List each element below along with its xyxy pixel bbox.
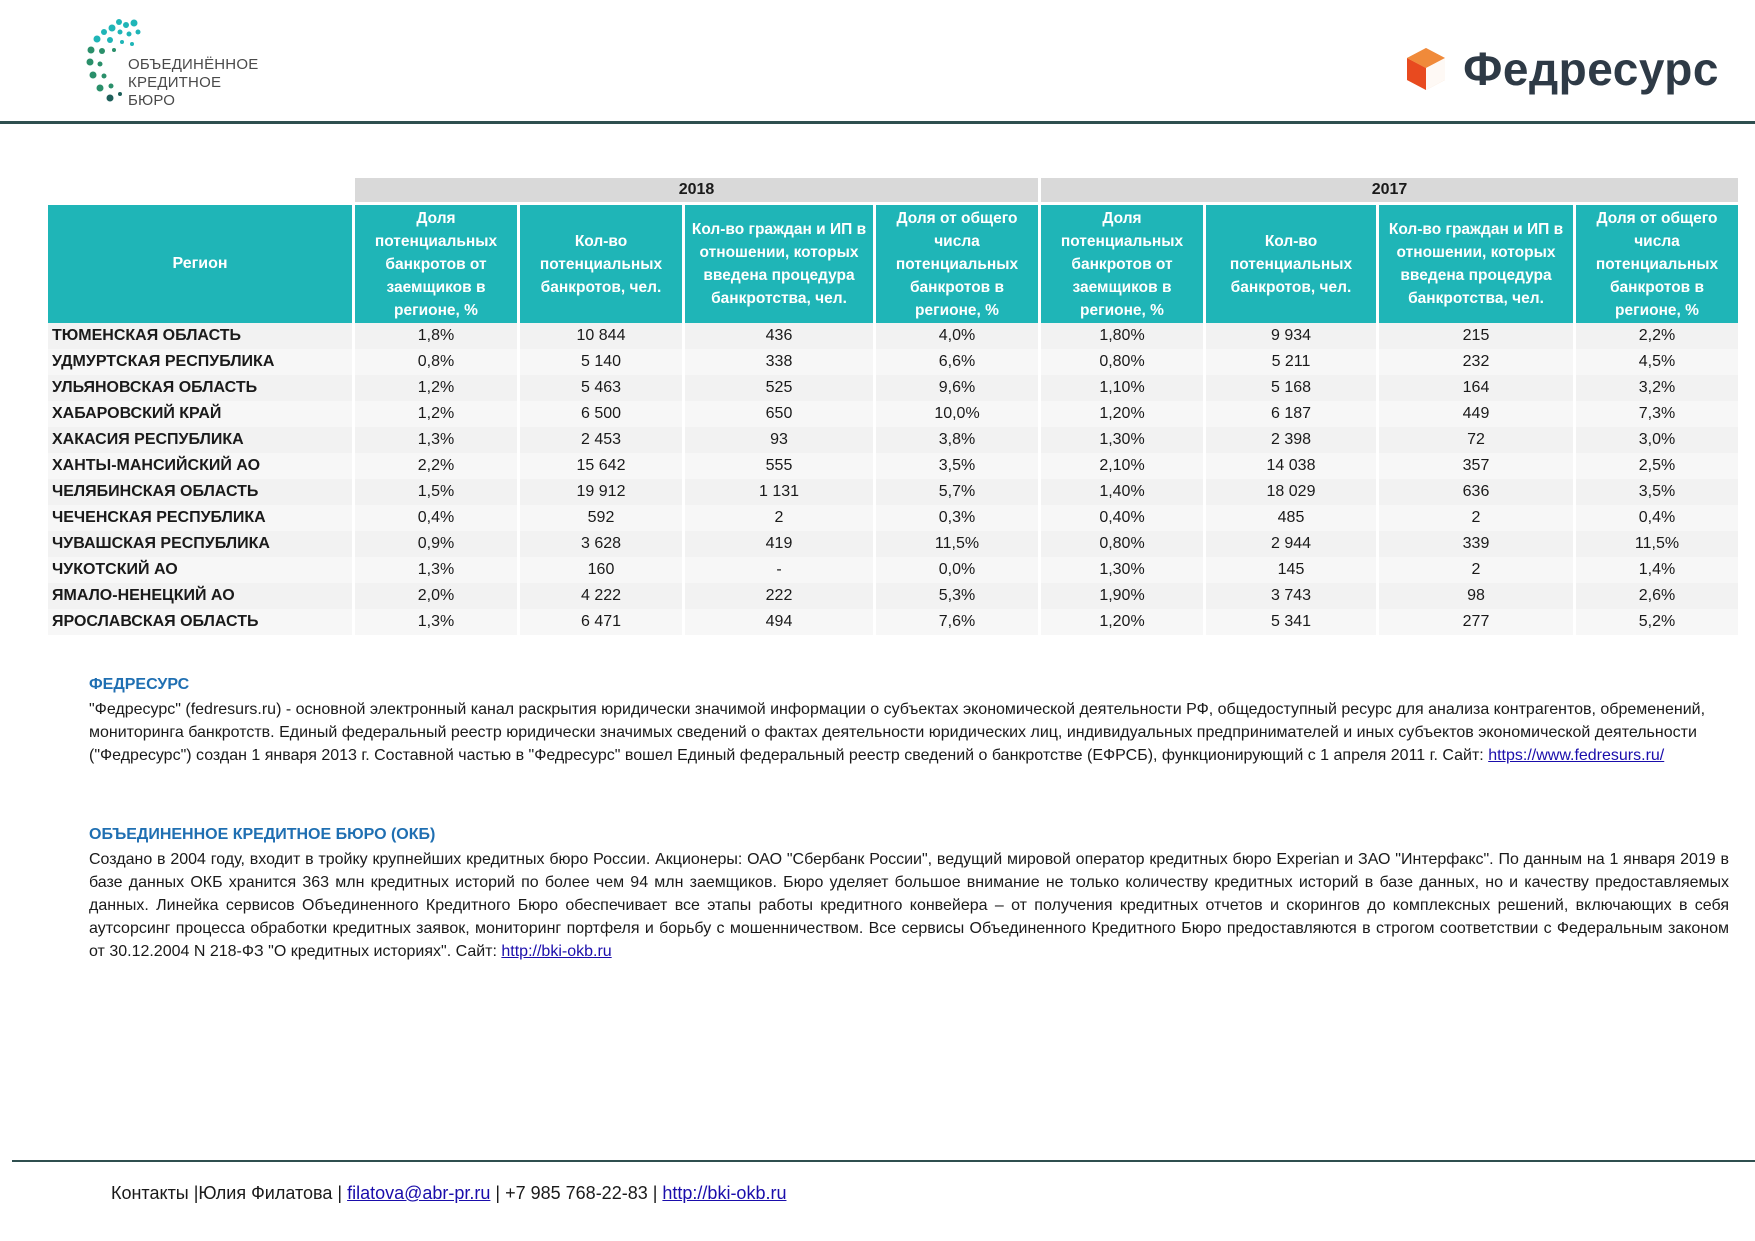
value-cell: 2,2% xyxy=(1576,323,1738,349)
column-header: Кол-во граждан и ИП в отношении, которых введена процедура банкротства, чел. xyxy=(685,202,873,323)
value-cell: 555 xyxy=(685,453,873,479)
region-column-header: Регион xyxy=(48,202,352,323)
value-cell: 232 xyxy=(1379,349,1573,375)
value-cell: 2,5% xyxy=(1576,453,1738,479)
table-row xyxy=(48,505,1738,531)
value-cell: 11,5% xyxy=(1576,531,1738,557)
value-cell: 525 xyxy=(685,375,873,401)
table-body xyxy=(48,323,1738,635)
value-cell: 3,2% xyxy=(1576,375,1738,401)
table-row xyxy=(48,349,1738,375)
value-cell: 339 xyxy=(1379,531,1573,557)
value-cell: 9 934 xyxy=(1206,323,1376,349)
column-header: Доля от общего числа потенциальных банкротов в регионе, % xyxy=(1576,202,1738,323)
value-cell: 98 xyxy=(1379,583,1573,609)
column-header: Кол-во граждан и ИП в отношении, которых введена процедура банкротства, чел. xyxy=(1379,202,1573,323)
value-cell: 1,2% xyxy=(355,401,517,427)
table-row xyxy=(48,557,1738,583)
value-cell: 1,80% xyxy=(1041,323,1203,349)
value-cell: 4 222 xyxy=(520,583,682,609)
value-cell: 2,10% xyxy=(1041,453,1203,479)
value-cell: 1,3% xyxy=(355,557,517,583)
value-cell: 0,80% xyxy=(1041,349,1203,375)
value-cell: 357 xyxy=(1379,453,1573,479)
value-cell: 19 912 xyxy=(520,479,682,505)
value-cell: 3,5% xyxy=(876,453,1038,479)
value-cell: 10,0% xyxy=(876,401,1038,427)
footer-site-link[interactable]: http://bki-okb.ru xyxy=(662,1183,787,1203)
region-cell: УЛЬЯНОВСКАЯ ОБЛАСТЬ xyxy=(48,375,352,401)
table-row xyxy=(48,531,1738,557)
value-cell: 2 398 xyxy=(1206,427,1376,453)
value-cell: 485 xyxy=(1206,505,1376,531)
value-cell: 2 xyxy=(1379,557,1573,583)
value-cell: 5 140 xyxy=(520,349,682,375)
value-cell: 1,3% xyxy=(355,427,517,453)
column-header: Кол-во потенциальных банкротов, чел. xyxy=(1206,202,1376,323)
value-cell: 6 187 xyxy=(1206,401,1376,427)
okb-logo-line: КРЕДИТНОЕ xyxy=(128,74,222,91)
value-cell: 7,3% xyxy=(1576,401,1738,427)
okb-description: Создано в 2004 году, входит в тройку крупнейших кредитных бюро России. Акционеры: ОАО "Сбербанк России", ведущий мировой оператор кредитных бюро Experian и ЗАО "Интерфакс". По данным на 1 января 2019 в базе данных ОКБ хранится 363 млн кредитных историй по более чем 94 млн заемщиков. Бюро уделяет большое внимание не только количеству кредитных историй в базе данных, но и качеству предоставляемых данных. Линейка сервисов Объединенного Кредитного Бюро обеспечивает все этапы работы кредитного конвейера – от получения кредитных отчетов и скорингов до комплексных решений, включающих в себя аутсорсинг процесса обработки кредитных заявок, мониторинг портфеля и борьбу с мошенничеством. Все сервисы Объединенного Кредитного Бюро предоставляются в строгом соответствии с Федеральным законом от 30.12.2004 N 218-ФЗ "О кредитных историях". Сайт: xyxy=(89,851,1729,960)
value-cell: 4,0% xyxy=(876,323,1038,349)
column-header: Доля от общего числа потенциальных банкротов в регионе, % xyxy=(876,202,1038,323)
okb-logo-line: БЮРО xyxy=(128,92,176,109)
footer-phone: | +7 985 768-22-83 | xyxy=(490,1183,663,1203)
value-cell: 1,2% xyxy=(355,375,517,401)
value-cell: 2,6% xyxy=(1576,583,1738,609)
value-cell: 160 xyxy=(520,557,682,583)
value-cell: 0,8% xyxy=(355,349,517,375)
value-cell: 6,6% xyxy=(876,349,1038,375)
corner-cell xyxy=(48,178,352,202)
value-cell: 10 844 xyxy=(520,323,682,349)
fedresurs-mark-icon xyxy=(1403,46,1449,92)
year-header-2017: 2017 xyxy=(1041,178,1738,202)
value-cell: 1,40% xyxy=(1041,479,1203,505)
okb-section-body xyxy=(89,848,1729,963)
footer-contact-prefix: Контакты |Юлия Филатова | xyxy=(111,1183,348,1203)
region-cell: ЧЕЛЯБИНСКАЯ ОБЛАСТЬ xyxy=(48,479,352,505)
okb-section-title: ОБЪЕДИНЕННОЕ КРЕДИТНОЕ БЮРО (ОКБ) xyxy=(89,826,436,843)
fedresurs-section-body xyxy=(89,698,1729,767)
value-cell: 215 xyxy=(1379,323,1573,349)
value-cell: 650 xyxy=(685,401,873,427)
value-cell: 0,40% xyxy=(1041,505,1203,531)
value-cell: 1,30% xyxy=(1041,557,1203,583)
value-cell: 5,7% xyxy=(876,479,1038,505)
value-cell: 1,30% xyxy=(1041,427,1203,453)
value-cell: 277 xyxy=(1379,609,1573,635)
okb-logo-text xyxy=(128,56,258,110)
fedresurs-name: Федресурс xyxy=(1463,43,1719,95)
value-cell: 3 628 xyxy=(520,531,682,557)
value-cell: 2,0% xyxy=(355,583,517,609)
value-cell: 1,4% xyxy=(1576,557,1738,583)
bankruptcy-table xyxy=(45,178,1741,635)
value-cell: 494 xyxy=(685,609,873,635)
value-cell: 0,4% xyxy=(355,505,517,531)
table-row xyxy=(48,375,1738,401)
value-cell: 5 341 xyxy=(1206,609,1376,635)
value-cell: 5 211 xyxy=(1206,349,1376,375)
value-cell: 449 xyxy=(1379,401,1573,427)
value-cell: 1 131 xyxy=(685,479,873,505)
region-cell: ЯРОСЛАВСКАЯ ОБЛАСТЬ xyxy=(48,609,352,635)
value-cell: 15 642 xyxy=(520,453,682,479)
value-cell: 2,2% xyxy=(355,453,517,479)
region-cell: УДМУРТСКАЯ РЕСПУБЛИКА xyxy=(48,349,352,375)
value-cell: 2 453 xyxy=(520,427,682,453)
column-header: Доля потенциальных банкротов от заемщиков в регионе, % xyxy=(1041,202,1203,323)
value-cell: 222 xyxy=(685,583,873,609)
value-cell: 5 463 xyxy=(520,375,682,401)
value-cell: 419 xyxy=(685,531,873,557)
value-cell: 5 168 xyxy=(1206,375,1376,401)
value-cell: 2 944 xyxy=(1206,531,1376,557)
footer-divider xyxy=(12,1160,1755,1162)
value-cell: 18 029 xyxy=(1206,479,1376,505)
table-row xyxy=(48,401,1738,427)
footer-email-link[interactable]: filatova@abr-pr.ru xyxy=(347,1183,491,1203)
value-cell: 2 xyxy=(1379,505,1573,531)
table-row xyxy=(48,609,1738,635)
value-cell: 436 xyxy=(685,323,873,349)
table-row xyxy=(48,427,1738,453)
value-cell: 1,5% xyxy=(355,479,517,505)
value-cell: 1,90% xyxy=(1041,583,1203,609)
value-cell: 3 743 xyxy=(1206,583,1376,609)
value-cell: 7,6% xyxy=(876,609,1038,635)
value-cell: 14 038 xyxy=(1206,453,1376,479)
value-cell: 145 xyxy=(1206,557,1376,583)
table-row xyxy=(48,583,1738,609)
year-header-2018: 2018 xyxy=(355,178,1038,202)
table-row xyxy=(48,323,1738,349)
footer-contacts xyxy=(111,1183,786,1204)
value-cell: 11,5% xyxy=(876,531,1038,557)
column-header: Доля потенциальных банкротов от заемщиков в регионе, % xyxy=(355,202,517,323)
region-cell: ХАКАСИЯ РЕСПУБЛИКА xyxy=(48,427,352,453)
value-cell: 164 xyxy=(1379,375,1573,401)
value-cell: 0,0% xyxy=(876,557,1038,583)
value-cell: - xyxy=(685,557,873,583)
value-cell: 0,4% xyxy=(1576,505,1738,531)
value-cell: 3,5% xyxy=(1576,479,1738,505)
fedresurs-link[interactable]: https://www.fedresurs.ru/ xyxy=(1488,747,1665,764)
value-cell: 592 xyxy=(520,505,682,531)
column-header: Кол-во потенциальных банкротов, чел. xyxy=(520,202,682,323)
okb-logo xyxy=(86,18,259,114)
fedresurs-section-title: ФЕДРЕСУРС xyxy=(89,676,190,693)
value-cell: 6 500 xyxy=(520,401,682,427)
value-cell: 0,9% xyxy=(355,531,517,557)
region-cell: ЯМАЛО-НЕНЕЦКИЙ АО xyxy=(48,583,352,609)
value-cell: 72 xyxy=(1379,427,1573,453)
value-cell: 1,10% xyxy=(1041,375,1203,401)
region-cell: ХАБАРОВСКИЙ КРАЙ xyxy=(48,401,352,427)
value-cell: 4,5% xyxy=(1576,349,1738,375)
value-cell: 338 xyxy=(685,349,873,375)
value-cell: 0,3% xyxy=(876,505,1038,531)
region-cell: ЧЕЧЕНСКАЯ РЕСПУБЛИКА xyxy=(48,505,352,531)
value-cell: 6 471 xyxy=(520,609,682,635)
value-cell: 1,8% xyxy=(355,323,517,349)
value-cell: 1,3% xyxy=(355,609,517,635)
fedresurs-logo xyxy=(1403,44,1719,94)
table-row xyxy=(48,479,1738,505)
value-cell: 3,0% xyxy=(1576,427,1738,453)
value-cell: 0,80% xyxy=(1041,531,1203,557)
region-cell: ЧУВАШСКАЯ РЕСПУБЛИКА xyxy=(48,531,352,557)
value-cell: 636 xyxy=(1379,479,1573,505)
value-cell: 9,6% xyxy=(876,375,1038,401)
value-cell: 1,20% xyxy=(1041,401,1203,427)
value-cell: 93 xyxy=(685,427,873,453)
table-row xyxy=(48,453,1738,479)
value-cell: 1,20% xyxy=(1041,609,1203,635)
value-cell: 5,3% xyxy=(876,583,1038,609)
fedresurs-description: "Федресурс" (fedresurs.ru) - основной электронный канал раскрытия юридически значимой информации о субъектах экономической деятельности РФ, общедоступный ресурс для анализа контрагентов, обременений, мониторинга банкротств. Единый федеральный реестр юридически значимых сведений о фактах деятельности юридических лиц, индивидуальных предпринимателей и иных субъектов экономической деятельности ("Федресурс") создан 1 января 2013 г. Составной частью в "Федресурс" вошел Единый федеральный реестр сведений о банкротстве (ЕФРСБ), функционирующий с 1 апреля 2011 г. Сайт: xyxy=(89,701,1706,764)
region-cell: ТЮМЕНСКАЯ ОБЛАСТЬ xyxy=(48,323,352,349)
okb-link[interactable]: http://bki-okb.ru xyxy=(501,943,612,960)
header-divider xyxy=(0,121,1755,124)
region-cell: ЧУКОТСКИЙ АО xyxy=(48,557,352,583)
value-cell: 2 xyxy=(685,505,873,531)
value-cell: 5,2% xyxy=(1576,609,1738,635)
region-cell: ХАНТЫ-МАНСИЙСКИЙ АО xyxy=(48,453,352,479)
okb-logo-line: ОБЪЕДИНЁННОЕ xyxy=(128,56,259,73)
value-cell: 3,8% xyxy=(876,427,1038,453)
